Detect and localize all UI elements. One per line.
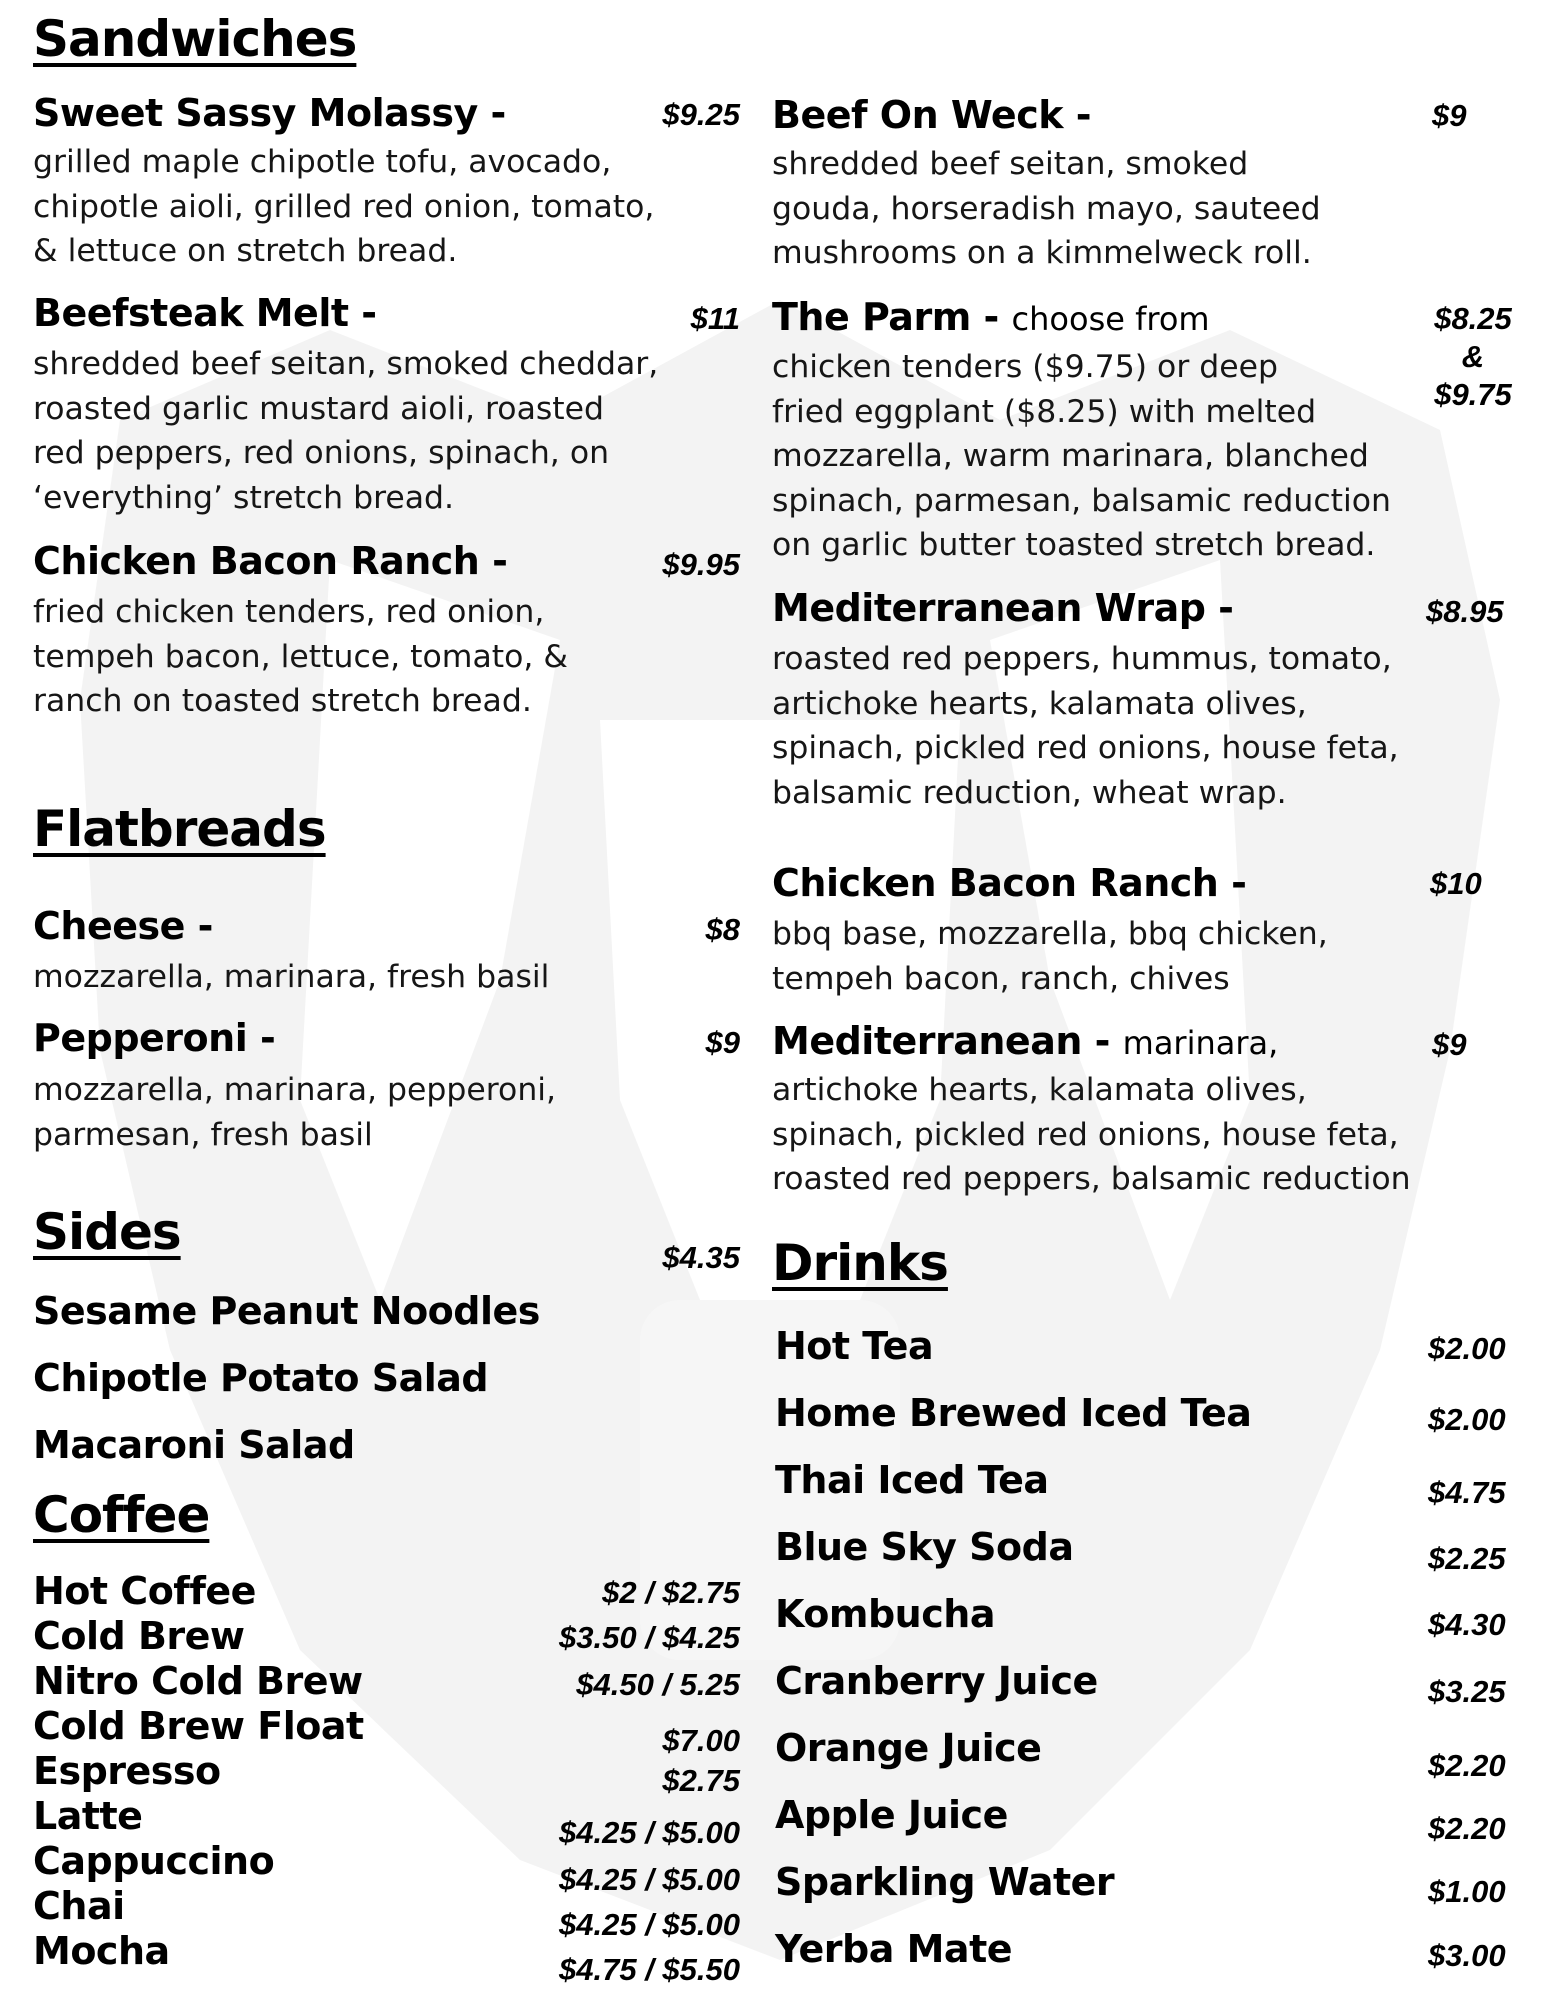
item-price: $9 — [1432, 98, 1467, 133]
drink-price: $2.00 — [1428, 1402, 1506, 1437]
coffee-price: $4.25 / $5.00 — [559, 1907, 740, 1942]
coffee-price: $4.75 / $5.50 — [559, 1952, 740, 1987]
item-title: Cheese - — [33, 904, 213, 948]
item-title: Mediterranean - marinara, — [772, 1019, 1279, 1063]
item-description: artichoke hearts, kalamata olives, spinach, pickled red onions, house feta, roasted red peppers, balsamic reduction — [772, 1072, 1411, 1197]
item-description: chicken tenders ($9.75) or deep fried eggplant ($8.25) with melted mozzarella, warm marinara, blanched spinach, parmesan, balsamic reduction on garlic butter toasted stretch bread. — [772, 349, 1391, 563]
drink-item: Kombucha — [775, 1592, 995, 1636]
drink-price: $2.20 — [1428, 1811, 1506, 1846]
coffee-item: Espresso — [33, 1749, 221, 1793]
sandwiches-heading: Sandwiches — [33, 10, 357, 68]
drink-item: Thai Iced Tea — [775, 1458, 1049, 1502]
item-price: $11 — [690, 301, 740, 336]
coffee-price: $2 / $2.75 — [602, 1575, 740, 1610]
drink-item: Sparkling Water — [775, 1860, 1115, 1904]
coffee-price: $4.50 / 5.25 — [576, 1667, 740, 1702]
drink-item: Hot Tea — [775, 1324, 934, 1368]
item-price: $9 — [705, 1025, 740, 1060]
drink-price: $2.00 — [1428, 1331, 1506, 1366]
coffee-price: $2.75 — [662, 1763, 740, 1798]
item-description: grilled maple chipotle tofu, avocado, chipotle aioli, grilled red onion, tomato, & lettuce on stretch bread. — [33, 144, 655, 269]
coffee-item: Cold Brew Float — [33, 1704, 364, 1748]
drink-price: $3.25 — [1428, 1674, 1506, 1709]
item-title: Pepperoni - — [33, 1016, 276, 1060]
item-description: shredded beef seitan, smoked cheddar, roasted garlic mustard aioli, roasted red peppers, red onions, spinach, on ‘everything’ stretch bread. — [33, 346, 659, 516]
item-title-inline-text: choose from — [1011, 300, 1210, 338]
item-description: roasted red peppers, hummus, tomato, artichoke hearts, kalamata olives, spinach, pickled red onions, house feta, balsamic reduction, wheat wrap. — [772, 641, 1399, 811]
drink-item: Blue Sky Soda — [775, 1525, 1074, 1569]
drink-item: Yerba Mate — [775, 1927, 1013, 1971]
coffee-item: Hot Coffee — [33, 1569, 256, 1613]
item-description: mozzarella, marinara, pepperoni, parmesan, fresh basil — [33, 1072, 557, 1153]
coffee-item: Cold Brew — [33, 1614, 245, 1658]
coffee-price: $4.25 / $5.00 — [559, 1862, 740, 1897]
item-description: mozzarella, marinara, fresh basil — [33, 959, 550, 995]
side-item: Macaroni Salad — [33, 1423, 355, 1467]
item-description: bbq base, mozzarella, bbq chicken, tempeh bacon, ranch, chives — [772, 916, 1328, 997]
drink-item: Cranberry Juice — [775, 1659, 1098, 1703]
item-price: $9.95 — [662, 547, 740, 582]
side-item: Chipotle Potato Salad — [33, 1356, 489, 1400]
item-description: shredded beef seitan, smoked gouda, horseradish mayo, sauteed mushrooms on a kimmelweck roll. — [772, 146, 1321, 271]
coffee-heading: Coffee — [33, 1486, 210, 1544]
drink-price: $2.20 — [1428, 1748, 1506, 1783]
item-price: $9.25 — [662, 97, 740, 132]
item-title: Chicken Bacon Ranch - — [33, 539, 508, 583]
sides-heading: Sides — [33, 1203, 181, 1261]
drink-price: $1.00 — [1428, 1874, 1506, 1909]
item-price: $9 — [1432, 1027, 1467, 1062]
flatbreads-heading: Flatbreads — [33, 800, 326, 858]
coffee-item: Nitro Cold Brew — [33, 1659, 363, 1703]
drink-item: Apple Juice — [775, 1793, 1008, 1837]
item-price: $8.25 & $9.75 — [1434, 301, 1512, 412]
coffee-price: $4.25 / $5.00 — [559, 1815, 740, 1850]
item-price: $10 — [1430, 866, 1482, 901]
item-title: Mediterranean Wrap - — [772, 586, 1234, 630]
drink-price: $4.30 — [1428, 1607, 1506, 1642]
coffee-price: $7.00 — [662, 1723, 740, 1758]
item-price: $8 — [705, 912, 740, 947]
item-title: The Parm - choose from — [772, 295, 1210, 339]
item-title: Chicken Bacon Ranch - — [772, 861, 1247, 905]
side-item: Sesame Peanut Noodles — [33, 1289, 540, 1333]
coffee-item: Mocha — [33, 1929, 170, 1973]
item-title: Sweet Sassy Molassy - — [33, 91, 506, 135]
drink-price: $2.25 — [1428, 1541, 1506, 1576]
drink-item: Orange Juice — [775, 1726, 1042, 1770]
sides-price: $4.35 — [662, 1240, 740, 1275]
item-title: Beef On Weck - — [772, 93, 1091, 137]
coffee-item: Chai — [33, 1884, 125, 1928]
drink-item: Home Brewed Iced Tea — [775, 1391, 1252, 1435]
coffee-item: Latte — [33, 1794, 143, 1838]
item-description: fried chicken tenders, red onion, tempeh bacon, lettuce, tomato, & ranch on toasted stretch bread. — [33, 594, 568, 719]
item-title: Beefsteak Melt - — [33, 291, 377, 335]
coffee-price: $3.50 / $4.25 — [559, 1620, 740, 1655]
drink-price: $3.00 — [1428, 1938, 1506, 1973]
drinks-heading: Drinks — [772, 1234, 948, 1292]
item-title-inline-text: marinara, — [1122, 1024, 1279, 1062]
drink-price: $4.75 — [1428, 1475, 1506, 1510]
item-price: $8.95 — [1426, 594, 1504, 629]
coffee-item: Cappuccino — [33, 1839, 275, 1883]
